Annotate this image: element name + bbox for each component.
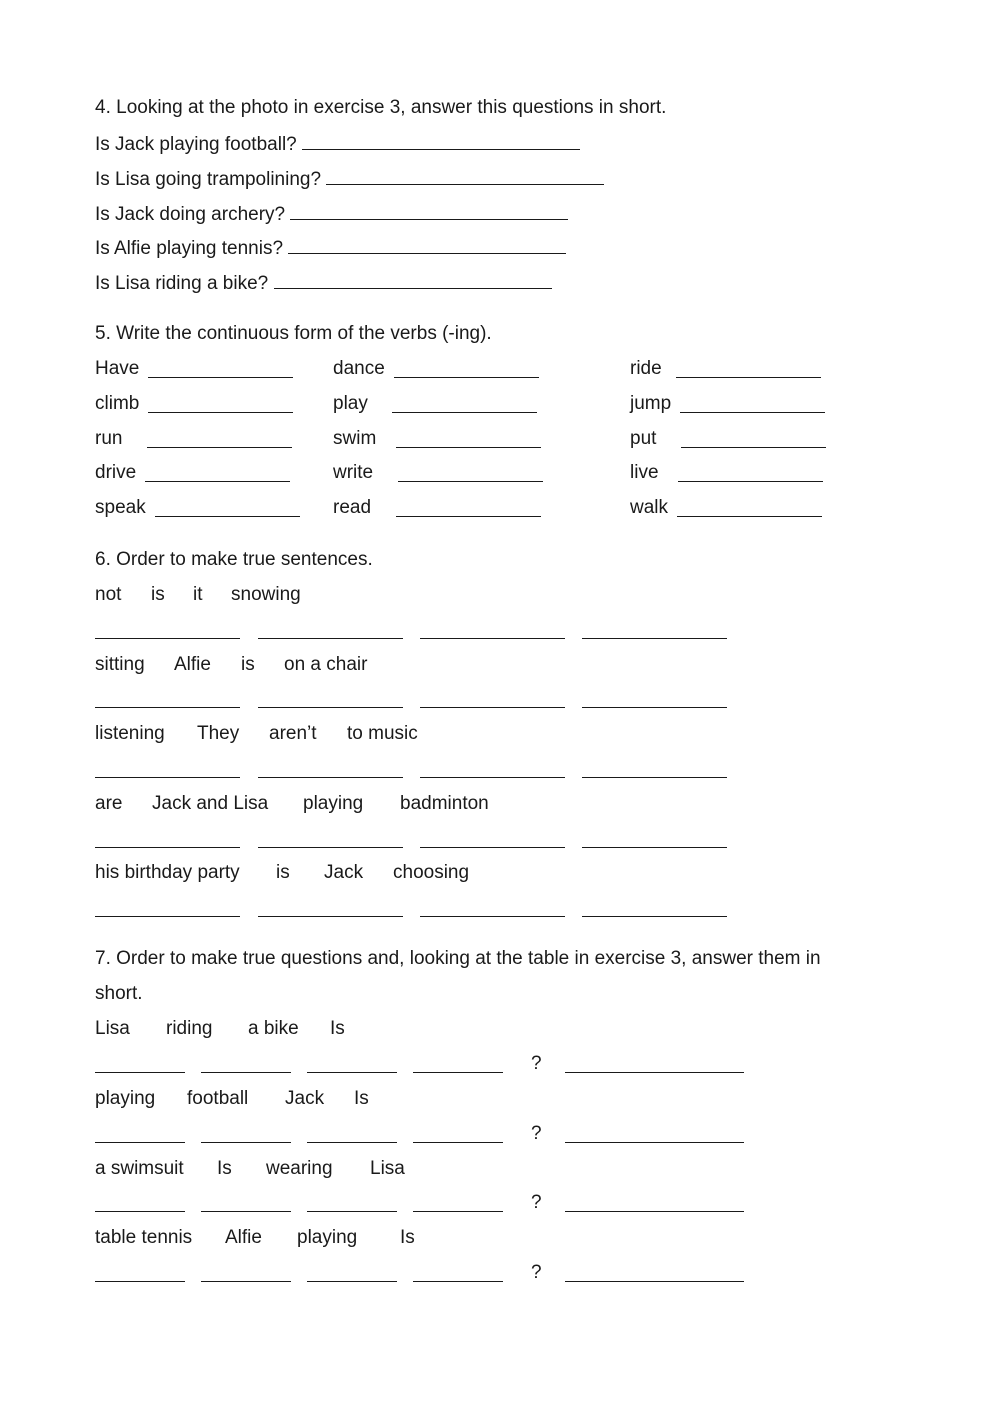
ex7-answer-blank[interactable] [307, 1142, 397, 1143]
ex7-word: Is [330, 1018, 345, 1039]
ex7-word: Is [217, 1158, 232, 1179]
ex6-word: to music [347, 723, 418, 744]
ex7-short-answer-blank[interactable] [565, 1142, 744, 1143]
ex4-answer-blank[interactable] [290, 201, 568, 220]
ex6-answer-blank[interactable] [582, 777, 727, 778]
ex4-question-1 [95, 131, 580, 157]
ex6-word: playing [303, 793, 364, 814]
ex7-answer-blank[interactable] [95, 1072, 185, 1073]
ex6-word: Jack [324, 862, 364, 883]
ex7-word: Lisa [95, 1018, 130, 1039]
ex6-answer-blank[interactable] [258, 847, 403, 848]
ex5-verb: Have [95, 358, 140, 379]
ex6-answer-blank[interactable] [420, 916, 565, 917]
question-mark: ? [531, 1262, 542, 1283]
ex5-answer-blank[interactable] [680, 412, 825, 413]
ex6-word: They [197, 723, 240, 744]
ex6-answer-blank[interactable] [582, 707, 727, 708]
ex7-word: a swimsuit [95, 1158, 184, 1179]
ex7-answer-blank[interactable] [95, 1281, 185, 1282]
ex5-verb: walk [630, 497, 669, 518]
ex7-answer-blank[interactable] [201, 1072, 291, 1073]
ex6-answer-blank[interactable] [582, 916, 727, 917]
ex5-verb: climb [95, 393, 140, 414]
ex5-verb: read [333, 497, 372, 518]
ex5-answer-blank[interactable] [396, 447, 541, 448]
ex5-verb: drive [95, 462, 137, 483]
ex7-word: wearing [266, 1158, 333, 1179]
ex5-verb: ride [630, 358, 662, 379]
ex7-answer-blank[interactable] [307, 1281, 397, 1282]
ex7-answer-blank[interactable] [413, 1281, 503, 1282]
ex7-answer-blank[interactable] [413, 1142, 503, 1143]
ex5-answer-blank[interactable] [681, 447, 826, 448]
ex5-answer-blank[interactable] [676, 377, 821, 378]
ex7-short-answer-blank[interactable] [565, 1072, 744, 1073]
ex7-answer-blank[interactable] [95, 1142, 185, 1143]
ex6-answer-blank[interactable] [95, 707, 240, 708]
ex7-word: Lisa [370, 1158, 405, 1179]
ex4-question-3 [95, 201, 568, 227]
ex5-answer-blank[interactable] [398, 481, 543, 482]
ex7-word: football [187, 1088, 249, 1109]
ex5-answer-blank[interactable] [155, 516, 300, 517]
ex6-answer-blank[interactable] [582, 847, 727, 848]
ex6-answer-blank[interactable] [420, 638, 565, 639]
ex7-word: Is [400, 1227, 415, 1248]
exercise-7-title: 7. Order to make true questions and, looking at the table in exercise 3, answer them in [95, 948, 821, 969]
ex6-word: snowing [231, 584, 301, 605]
ex6-word: is [276, 862, 290, 883]
ex7-word: Alfie [225, 1227, 262, 1248]
ex6-word: sitting [95, 654, 145, 675]
ex5-answer-blank[interactable] [148, 377, 293, 378]
exercise-5-title: 5. Write the continuous form of the verbs (-ing). [95, 323, 492, 344]
exercise-6-title: 6. Order to make true sentences. [95, 549, 373, 570]
ex6-word: Alfie [174, 654, 211, 675]
question-mark: ? [531, 1123, 542, 1144]
ex6-answer-blank[interactable] [258, 707, 403, 708]
ex6-word: is [151, 584, 165, 605]
ex5-verb: put [630, 428, 657, 449]
ex7-answer-blank[interactable] [307, 1072, 397, 1073]
ex6-answer-blank[interactable] [258, 777, 403, 778]
ex5-verb: speak [95, 497, 146, 518]
ex4-answer-blank[interactable] [302, 131, 580, 150]
ex7-answer-blank[interactable] [201, 1142, 291, 1143]
ex4-question-text: Is Lisa going trampolining? [95, 169, 322, 190]
ex6-answer-blank[interactable] [95, 916, 240, 917]
ex6-answer-blank[interactable] [582, 638, 727, 639]
ex4-question-text: Is Lisa riding a bike? [95, 273, 269, 294]
ex7-answer-blank[interactable] [413, 1211, 503, 1212]
ex4-question-text: Is Alfie playing tennis? [95, 238, 284, 259]
ex4-question-2 [95, 166, 604, 192]
ex5-answer-blank[interactable] [147, 447, 292, 448]
ex6-answer-blank[interactable] [95, 638, 240, 639]
ex5-answer-blank[interactable] [145, 481, 290, 482]
ex4-answer-blank[interactable] [288, 235, 566, 254]
ex6-answer-blank[interactable] [420, 847, 565, 848]
ex7-short-answer-blank[interactable] [565, 1211, 744, 1212]
ex7-answer-blank[interactable] [201, 1211, 291, 1212]
ex4-question-5 [95, 270, 552, 296]
question-mark: ? [531, 1192, 542, 1213]
ex6-answer-blank[interactable] [258, 916, 403, 917]
ex5-answer-blank[interactable] [148, 412, 293, 413]
ex7-short-answer-blank[interactable] [565, 1281, 744, 1282]
ex4-question-4 [95, 235, 566, 261]
ex6-word: Jack and Lisa [152, 793, 269, 814]
ex7-word: riding [166, 1018, 213, 1039]
ex6-answer-blank[interactable] [95, 777, 240, 778]
ex7-word: a bike [248, 1018, 299, 1039]
ex5-verb: write [333, 462, 374, 483]
ex6-word: his birthday party [95, 862, 240, 883]
ex6-word: choosing [393, 862, 470, 883]
exercise-7-title-cont: short. [95, 983, 143, 1004]
ex5-verb: run [95, 428, 123, 449]
ex6-word: not [95, 584, 122, 605]
ex5-verb: dance [333, 358, 385, 379]
ex5-answer-blank[interactable] [394, 377, 539, 378]
ex6-word: on a chair [284, 654, 368, 675]
exercise-4-title: 4. Looking at the photo in exercise 3, answer this questions in short. [95, 97, 667, 118]
ex5-verb: live [630, 462, 659, 483]
ex6-word: aren’t [269, 723, 317, 744]
ex6-answer-blank[interactable] [258, 638, 403, 639]
ex6-word: are [95, 793, 123, 814]
ex7-word: table tennis [95, 1227, 193, 1248]
ex7-answer-blank[interactable] [201, 1281, 291, 1282]
ex5-answer-blank[interactable] [396, 516, 541, 517]
ex5-verb: jump [630, 393, 672, 414]
ex7-word: playing [297, 1227, 358, 1248]
ex7-answer-blank[interactable] [95, 1211, 185, 1212]
ex6-word: is [241, 654, 255, 675]
ex6-word: it [193, 584, 203, 605]
ex4-question-text: Is Jack playing football? [95, 134, 297, 155]
ex6-answer-blank[interactable] [420, 707, 565, 708]
ex6-word: badminton [400, 793, 489, 814]
ex5-answer-blank[interactable] [392, 412, 537, 413]
ex6-answer-blank[interactable] [420, 777, 565, 778]
ex6-word: listening [95, 723, 165, 744]
question-mark: ? [531, 1053, 542, 1074]
ex4-question-text: Is Jack doing archery? [95, 204, 286, 225]
ex7-answer-blank[interactable] [307, 1211, 397, 1212]
ex7-word: Is [354, 1088, 369, 1109]
ex6-answer-blank[interactable] [95, 847, 240, 848]
ex5-verb: swim [333, 428, 377, 449]
ex5-answer-blank[interactable] [677, 516, 822, 517]
ex4-answer-blank[interactable] [326, 166, 604, 185]
ex5-verb: play [333, 393, 368, 414]
ex7-word: Jack [285, 1088, 325, 1109]
ex5-answer-blank[interactable] [678, 481, 823, 482]
ex7-answer-blank[interactable] [413, 1072, 503, 1073]
ex7-word: playing [95, 1088, 156, 1109]
ex4-answer-blank[interactable] [274, 270, 552, 289]
